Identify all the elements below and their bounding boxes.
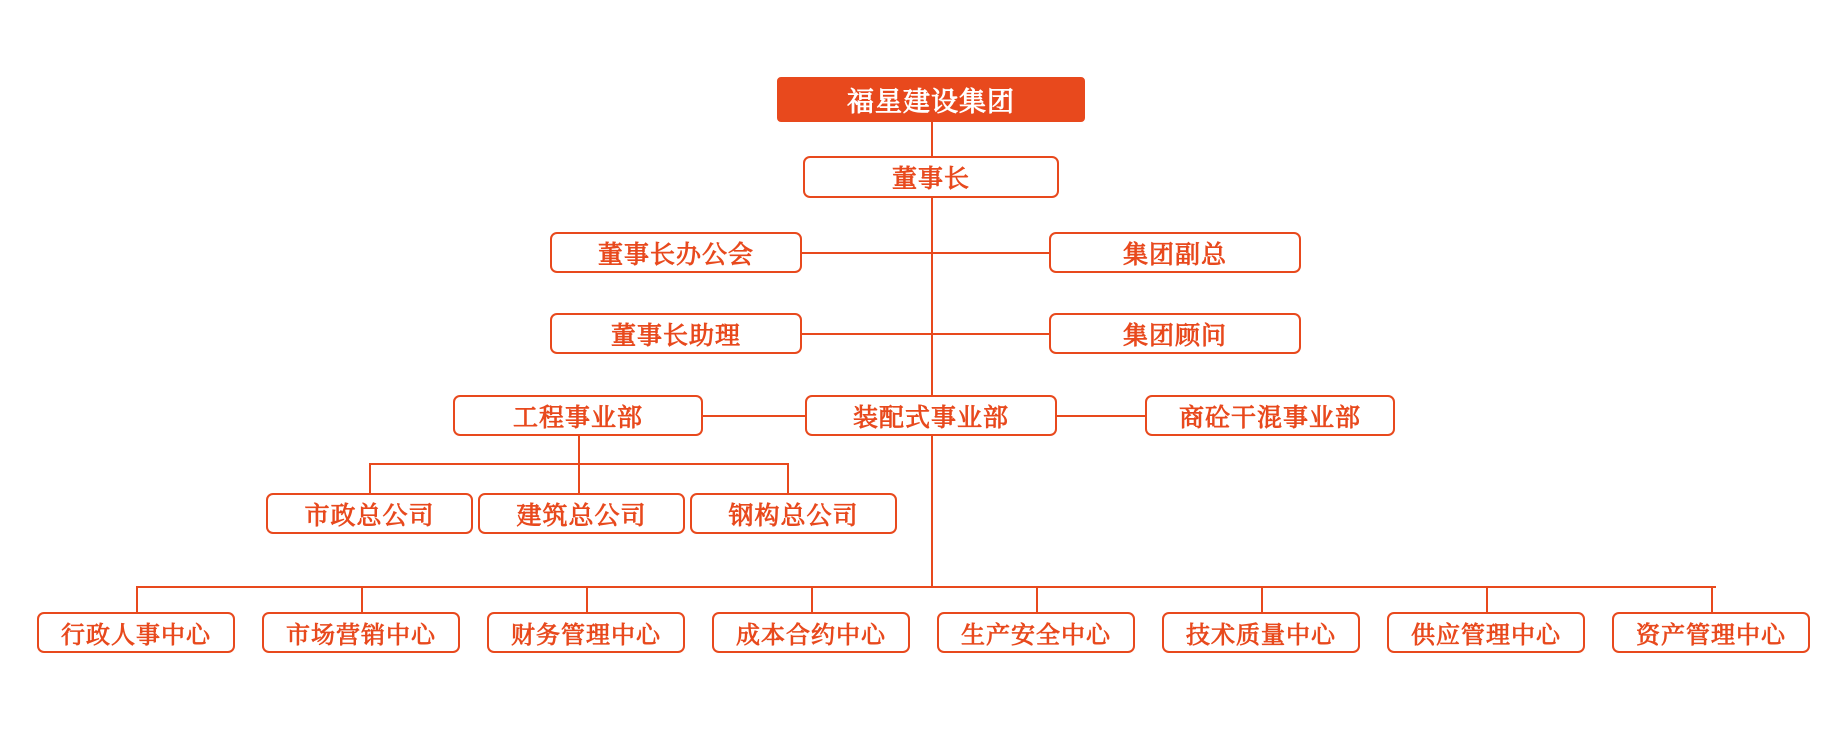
connector-root-chairman bbox=[931, 122, 933, 156]
connector-assistant-arm bbox=[802, 333, 932, 335]
connector-trunk bbox=[931, 198, 933, 588]
node-municipal[interactable] bbox=[266, 493, 473, 534]
node-eng-div[interactable] bbox=[453, 395, 703, 436]
node-municipal-label: 市政总公司 bbox=[304, 501, 435, 530]
connector-asset-drop bbox=[1711, 586, 1713, 612]
node-finance[interactable] bbox=[487, 612, 685, 653]
node-marketing-label: 市场营销中心 bbox=[286, 622, 436, 649]
node-advisor[interactable] bbox=[1049, 313, 1301, 354]
node-cost[interactable] bbox=[712, 612, 910, 653]
connector-supply-drop bbox=[1486, 586, 1488, 612]
node-steel[interactable] bbox=[690, 493, 897, 534]
node-vp-label: 集团副总 bbox=[1122, 240, 1227, 269]
connector-safety-drop bbox=[1036, 586, 1038, 612]
node-office[interactable] bbox=[550, 232, 802, 273]
connector-municipal-drop bbox=[369, 463, 371, 493]
node-advisor-label: 集团顾问 bbox=[1122, 321, 1227, 350]
node-chairman-label: 董事长 bbox=[891, 165, 970, 193]
node-cost-label: 成本合约中心 bbox=[736, 622, 886, 649]
node-root-label: 福星建设集团 bbox=[847, 87, 1015, 117]
connector-eng-div-stem bbox=[578, 436, 580, 463]
node-vp[interactable] bbox=[1049, 232, 1301, 273]
node-assistant-label: 董事长助理 bbox=[610, 321, 741, 350]
node-finance-label: 财务管理中心 bbox=[511, 622, 661, 649]
node-eng-div-label: 工程事业部 bbox=[512, 403, 643, 432]
node-tech[interactable] bbox=[1162, 612, 1360, 653]
node-concrete-div-label: 商砼干混事业部 bbox=[1178, 403, 1361, 432]
connector-marketing-drop bbox=[361, 586, 363, 612]
node-prefab-div[interactable] bbox=[805, 395, 1057, 436]
node-asset-label: 资产管理中心 bbox=[1636, 622, 1786, 649]
node-steel-label: 钢构总公司 bbox=[728, 501, 859, 530]
node-hr-label: 行政人事中心 bbox=[61, 622, 211, 649]
connector-finance-drop bbox=[586, 586, 588, 612]
connector-center-bus bbox=[136, 586, 1716, 588]
node-asset[interactable] bbox=[1612, 612, 1810, 653]
node-marketing[interactable] bbox=[262, 612, 460, 653]
node-hr[interactable] bbox=[37, 612, 235, 653]
node-assistant[interactable] bbox=[550, 313, 802, 354]
node-chairman[interactable] bbox=[803, 156, 1059, 198]
node-building-label: 建筑总公司 bbox=[516, 501, 647, 530]
connector-steel-drop bbox=[787, 463, 789, 493]
node-tech-label: 技术质量中心 bbox=[1186, 622, 1336, 649]
node-safety[interactable] bbox=[937, 612, 1135, 653]
connector-tech-drop bbox=[1261, 586, 1263, 612]
connector-concrete-div-arm bbox=[1050, 415, 1150, 417]
connector-cost-drop bbox=[811, 586, 813, 612]
node-root[interactable] bbox=[777, 77, 1085, 122]
node-concrete-div[interactable] bbox=[1145, 395, 1395, 436]
connector-vp-arm bbox=[931, 252, 1054, 254]
node-safety-label: 生产安全中心 bbox=[961, 622, 1111, 649]
connector-eng-div-arm bbox=[700, 415, 810, 417]
connector-building-drop bbox=[578, 463, 580, 493]
node-supply-label: 供应管理中心 bbox=[1411, 622, 1561, 649]
connector-hr-drop bbox=[136, 586, 138, 612]
node-supply[interactable] bbox=[1387, 612, 1585, 653]
connector-advisor-arm bbox=[931, 333, 1054, 335]
node-office-label: 董事长办公会 bbox=[597, 240, 754, 269]
connector-office-arm bbox=[802, 252, 932, 254]
node-prefab-div-label: 装配式事业部 bbox=[852, 403, 1009, 432]
node-building[interactable] bbox=[478, 493, 685, 534]
